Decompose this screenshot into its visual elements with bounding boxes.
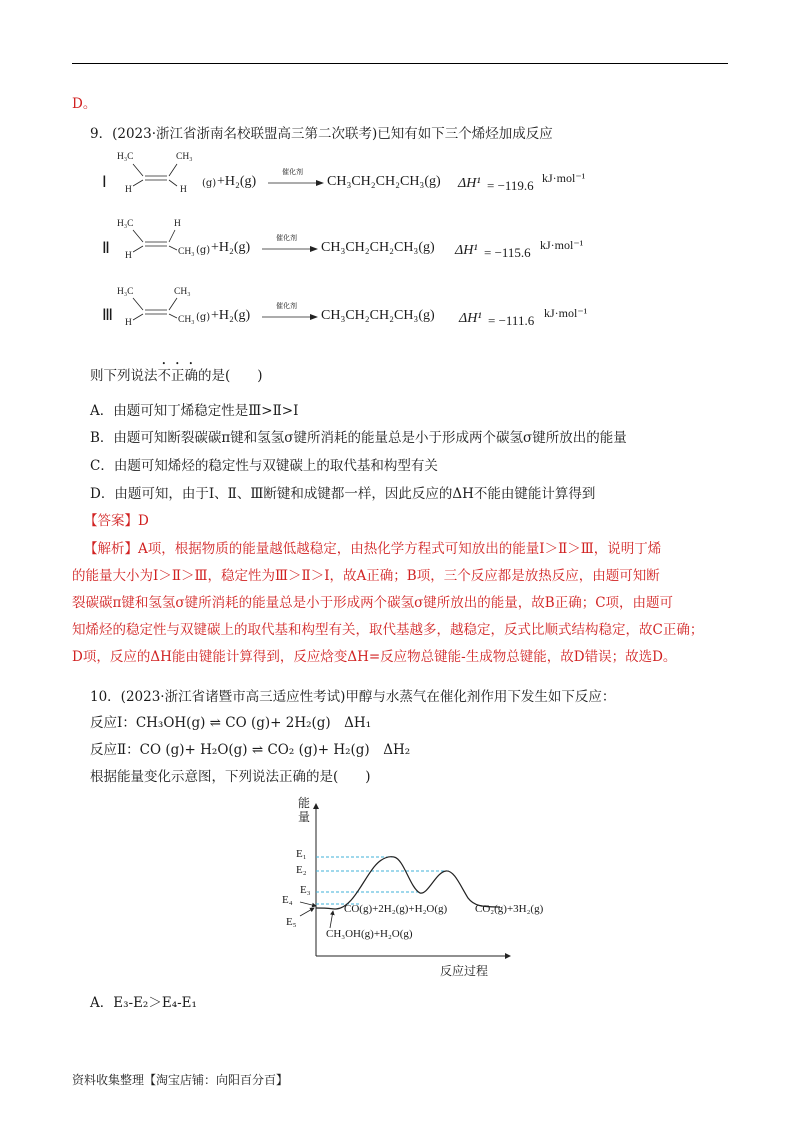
reaction-1-sub-bl: H bbox=[125, 185, 132, 195]
energy-diagram bbox=[270, 790, 570, 980]
reaction-3-product: CH₃CH₂CH₂CH₃(g) bbox=[321, 308, 435, 323]
q9-analysis-line: D项，反应的ΔH能由键能计算得到，反应焓变ΔH=反应物总键能-生成物总键能，故D错误；故选D。 bbox=[72, 649, 677, 665]
reaction-2-arrow bbox=[262, 245, 318, 253]
reaction-3-sub-bl: H bbox=[125, 318, 132, 328]
energy-diagram-graphic bbox=[270, 790, 570, 980]
reaction-1-sub-tr: CH₃ bbox=[176, 152, 193, 162]
reaction-3-arrow bbox=[262, 313, 318, 321]
q9-analysis-line: 的能量大小为Ⅰ＞Ⅱ＞Ⅲ，稳定性为Ⅲ＞Ⅱ＞Ⅰ，故A正确；B项，三个反应都是放热反应，由题可知断 bbox=[72, 568, 660, 584]
reaction-1-sub-tl: H₃C bbox=[117, 152, 134, 162]
header-rule bbox=[72, 63, 728, 64]
reaction-1-sub-br: H bbox=[180, 185, 187, 195]
q10-stem: 10．(2023·浙江省诸暨市高三适应性考试)甲醇与水蒸气在催化剂作用下发生如下反应： bbox=[90, 689, 616, 705]
q9-question-emphasis: 不正确 bbox=[157, 368, 198, 384]
q9-option-a: A．由题可知丁烯稳定性是Ⅲ>Ⅱ>Ⅰ bbox=[90, 403, 299, 419]
reaction-3-sub-br: CH₃ bbox=[178, 315, 195, 325]
reaction-1-arrow bbox=[268, 179, 324, 187]
reaction-3-sub-tl: H₃C bbox=[117, 287, 134, 297]
reaction-2-sub-tl: H₃C bbox=[117, 219, 134, 229]
previous-answer-tail: D。 bbox=[72, 96, 97, 112]
e4-pointer bbox=[300, 902, 316, 906]
energy-level-e5: E₅ bbox=[286, 916, 297, 928]
energy-level-e2: E₂ bbox=[296, 864, 307, 876]
reaction-1-phase: (g) bbox=[202, 178, 217, 189]
footer-note: 资料收集整理【淘宝店铺：向阳百分百】 bbox=[72, 1073, 289, 1087]
reaction-2-reagent: +H₂(g) bbox=[211, 240, 251, 255]
reaction-2-dh-value: = −115.6 bbox=[484, 245, 531, 260]
reactant-pointer bbox=[330, 911, 333, 928]
reaction-2-sub-tr: H bbox=[174, 219, 181, 229]
q10-reaction-2: 反应Ⅱ：CO (g)+ H₂O(g) ⇌ CO₂ (g)+ H₂(g) ΔH₂ bbox=[90, 742, 411, 758]
reaction-3-sub-tr: CH₃ bbox=[174, 287, 191, 297]
reaction-3-dh-unit: kJ·mol⁻¹ bbox=[544, 306, 588, 320]
reaction-1-dh-unit: kJ·mol⁻¹ bbox=[542, 171, 586, 185]
q9-analysis-line: 裂碳碳π键和氢氢σ键所消耗的能量总是小于形成两个碳氢σ键所放出的能量，故B正确；C项，由题可 bbox=[72, 595, 674, 611]
q9-stem: 9．(2023·浙江省浙南名校联盟高三第二次联考)已知有如下三个烯烃加成反应 bbox=[90, 126, 553, 142]
reaction-2-numeral: Ⅱ bbox=[102, 240, 110, 257]
reaction-1-double-bond bbox=[125, 160, 185, 188]
state-ch3oh-h2o: CH₃OH(g)+H₂O(g) bbox=[326, 928, 413, 940]
reaction-3-dh-value: = −111.6 bbox=[488, 313, 535, 328]
q10-prompt: 根据能量变化示意图，下列说法正确的是( ) bbox=[90, 769, 371, 785]
energy-level-e4: E₄ bbox=[282, 894, 293, 906]
q9-option-d: D．由题可知，由于Ⅰ、Ⅱ、Ⅲ断键和成键都一样，因此反应的ΔH不能由键能计算得到 bbox=[90, 486, 596, 502]
reaction-3-numeral: Ⅲ bbox=[102, 307, 114, 324]
reaction-1-reagent: +H₂(g) bbox=[217, 174, 257, 189]
q9-question-post: 的是( ) bbox=[198, 368, 263, 384]
energy-level-e3: E₃ bbox=[300, 884, 311, 896]
energy-x-axis-label: 反应过程 bbox=[440, 964, 489, 978]
energy-level-e1: E₁ bbox=[296, 848, 307, 860]
reaction-1-numeral: Ⅰ bbox=[102, 174, 107, 191]
reaction-3-reagent: +H₂(g) bbox=[211, 308, 251, 323]
q10-reaction-1: 反应Ⅰ：CH₃OH(g) ⇌ CO (g)+ 2H₂(g) ΔH₁ bbox=[90, 715, 372, 731]
reaction-1-catalyst: 催化剂 bbox=[282, 168, 303, 176]
reaction-1-product: CH₃CH₂CH₂CH₃(g) bbox=[327, 174, 441, 189]
q9-analysis bbox=[72, 540, 732, 675]
reaction-3-dh-label: ΔH¹ bbox=[459, 311, 482, 326]
reaction-2-sub-bl: H bbox=[125, 251, 132, 261]
reaction-2-dh-unit: kJ·mol⁻¹ bbox=[540, 238, 584, 252]
energy-curve bbox=[316, 857, 500, 909]
reaction-2-product: CH₃CH₂CH₂CH₃(g) bbox=[321, 240, 435, 255]
reaction-2-dh-label: ΔH¹ bbox=[455, 243, 478, 258]
reaction-2-double-bond bbox=[125, 226, 185, 254]
q9-analysis-label: 【解析】 bbox=[84, 541, 138, 557]
reaction-2-phase: (g) bbox=[196, 245, 211, 256]
reaction-2-sub-br: CH₃ bbox=[178, 247, 195, 257]
state-co-h2-h2o: CO(g)+2H₂(g)+H₂O(g) bbox=[344, 903, 448, 915]
q9-answer: 【答案】D bbox=[84, 513, 149, 529]
q9-option-b: B．由题可知断裂碳碳π键和氢氢σ键所消耗的能量总是小于形成两个碳氢σ键所放出的能量 bbox=[90, 430, 627, 446]
reaction-1-dh-value: = −119.6 bbox=[487, 178, 534, 193]
q9-analysis-line: A项，根据物质的能量越低越稳定，由热化学方程式可知放出的能量Ⅰ＞Ⅱ＞Ⅲ，说明丁烯 bbox=[138, 541, 662, 557]
q9-question-pre: 则下列说法 bbox=[90, 368, 158, 384]
q9-option-c: C．由题可知烯烃的稳定性与双键碳上的取代基和构型有关 bbox=[90, 458, 438, 474]
q10-option-a: A．E₃-E₂＞E₄-E₁ bbox=[90, 995, 197, 1011]
e5-pointer bbox=[300, 908, 314, 916]
q9-analysis-line: 知烯烃的稳定性与双键碳上的取代基和构型有关，取代基越多，越稳定，反式比顺式结构稳定，故C正确； bbox=[72, 622, 704, 638]
state-co2-h2: CO₂(g)+3H₂(g) bbox=[475, 903, 544, 915]
energy-y-axis-label: 能量 bbox=[298, 796, 311, 824]
reaction-1-dh-label: ΔH¹ bbox=[458, 176, 481, 191]
reaction-3-double-bond bbox=[125, 294, 185, 322]
reaction-3-catalyst: 催化剂 bbox=[276, 302, 297, 310]
reaction-2-catalyst: 催化剂 bbox=[276, 234, 297, 242]
q9-question bbox=[90, 360, 263, 385]
reaction-3-phase: (g) bbox=[196, 312, 211, 323]
